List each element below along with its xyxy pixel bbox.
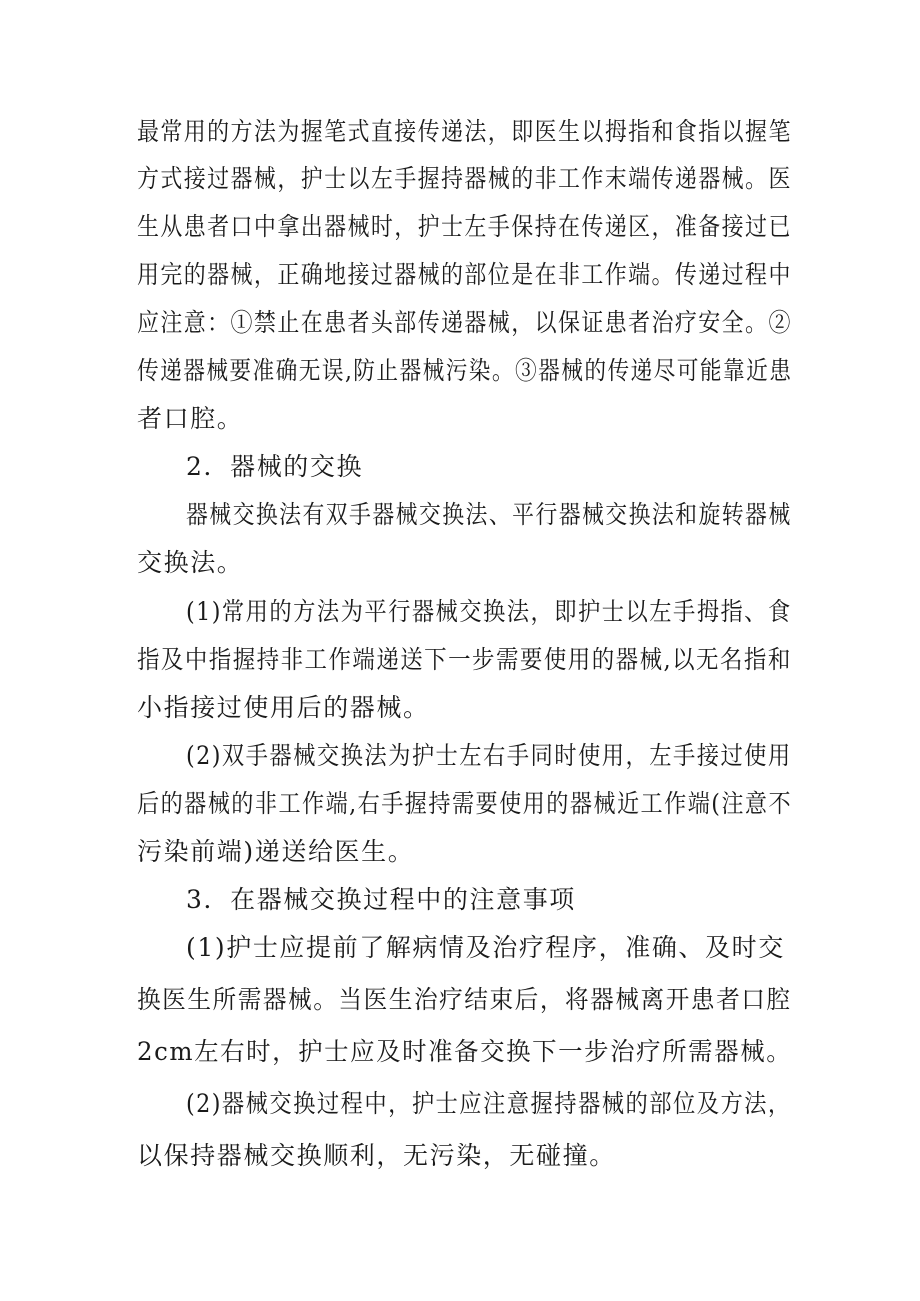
text-line: (1)常用的方法为平行器械交换法，即护士以左手拇指、食 bbox=[186, 597, 792, 626]
text-line: 后的器械的非工作端,右手握持需要使用的器械近工作端(注意不 bbox=[137, 789, 793, 818]
text-line: 污染前端)递送给医生。 bbox=[137, 837, 415, 866]
section-heading: 2．器械的交换 bbox=[186, 452, 364, 481]
text-line: 方式接过器械，护士以左手握持器械的非工作末端传递器械。医 bbox=[137, 164, 792, 193]
text-line: (1)护士应提前了解病情及治疗程序，准确、及时交 bbox=[186, 933, 785, 962]
section-heading: 3．在器械交换过程中的注意事项 bbox=[186, 885, 576, 914]
text-line: 指及中指握持非工作端递送下一步需要使用的器械,以无名指和 bbox=[137, 645, 792, 674]
text-line: 传递器械要准确无误,防止器械污染。③器械的传递尽可能靠近患 bbox=[137, 356, 793, 385]
text-line: 交换法。 bbox=[137, 548, 244, 577]
text-line: (2)双手器械交换法为护士左右手同时使用，左手接过使用 bbox=[186, 741, 792, 770]
text-line: 者口腔。 bbox=[137, 404, 244, 433]
text-line: 最常用的方法为握笔式直接传递法，即医生以拇指和食指以握笔 bbox=[137, 117, 792, 146]
text-line: 小指接过使用后的器械。 bbox=[137, 693, 430, 722]
text-line: 应注意：①禁止在患者头部传递器械，以保证患者治疗安全。② bbox=[137, 308, 792, 337]
text-line: 换医生所需器械。当医生治疗结束后，将器械离开患者口腔 bbox=[137, 985, 792, 1014]
text-line: 用完的器械，正确地接过器械的部位是在非工作端。传递过程中 bbox=[137, 260, 792, 289]
text-line: 生从患者口中拿出器械时，护士左手保持在传递区，准备接过已 bbox=[137, 212, 792, 241]
text-line: 以保持器械交换顺利，无污染，无碰撞。 bbox=[137, 1141, 616, 1170]
text-line: (2)器械交换过程中，护士应注意握持器械的部位及方法， bbox=[186, 1089, 792, 1118]
text-line: 器械交换法有双手器械交换法、平行器械交换法和旋转器械 bbox=[186, 500, 792, 529]
text-line: 2cm左右时，护士应及时准备交换下一步治疗所需器械。 bbox=[137, 1037, 793, 1066]
